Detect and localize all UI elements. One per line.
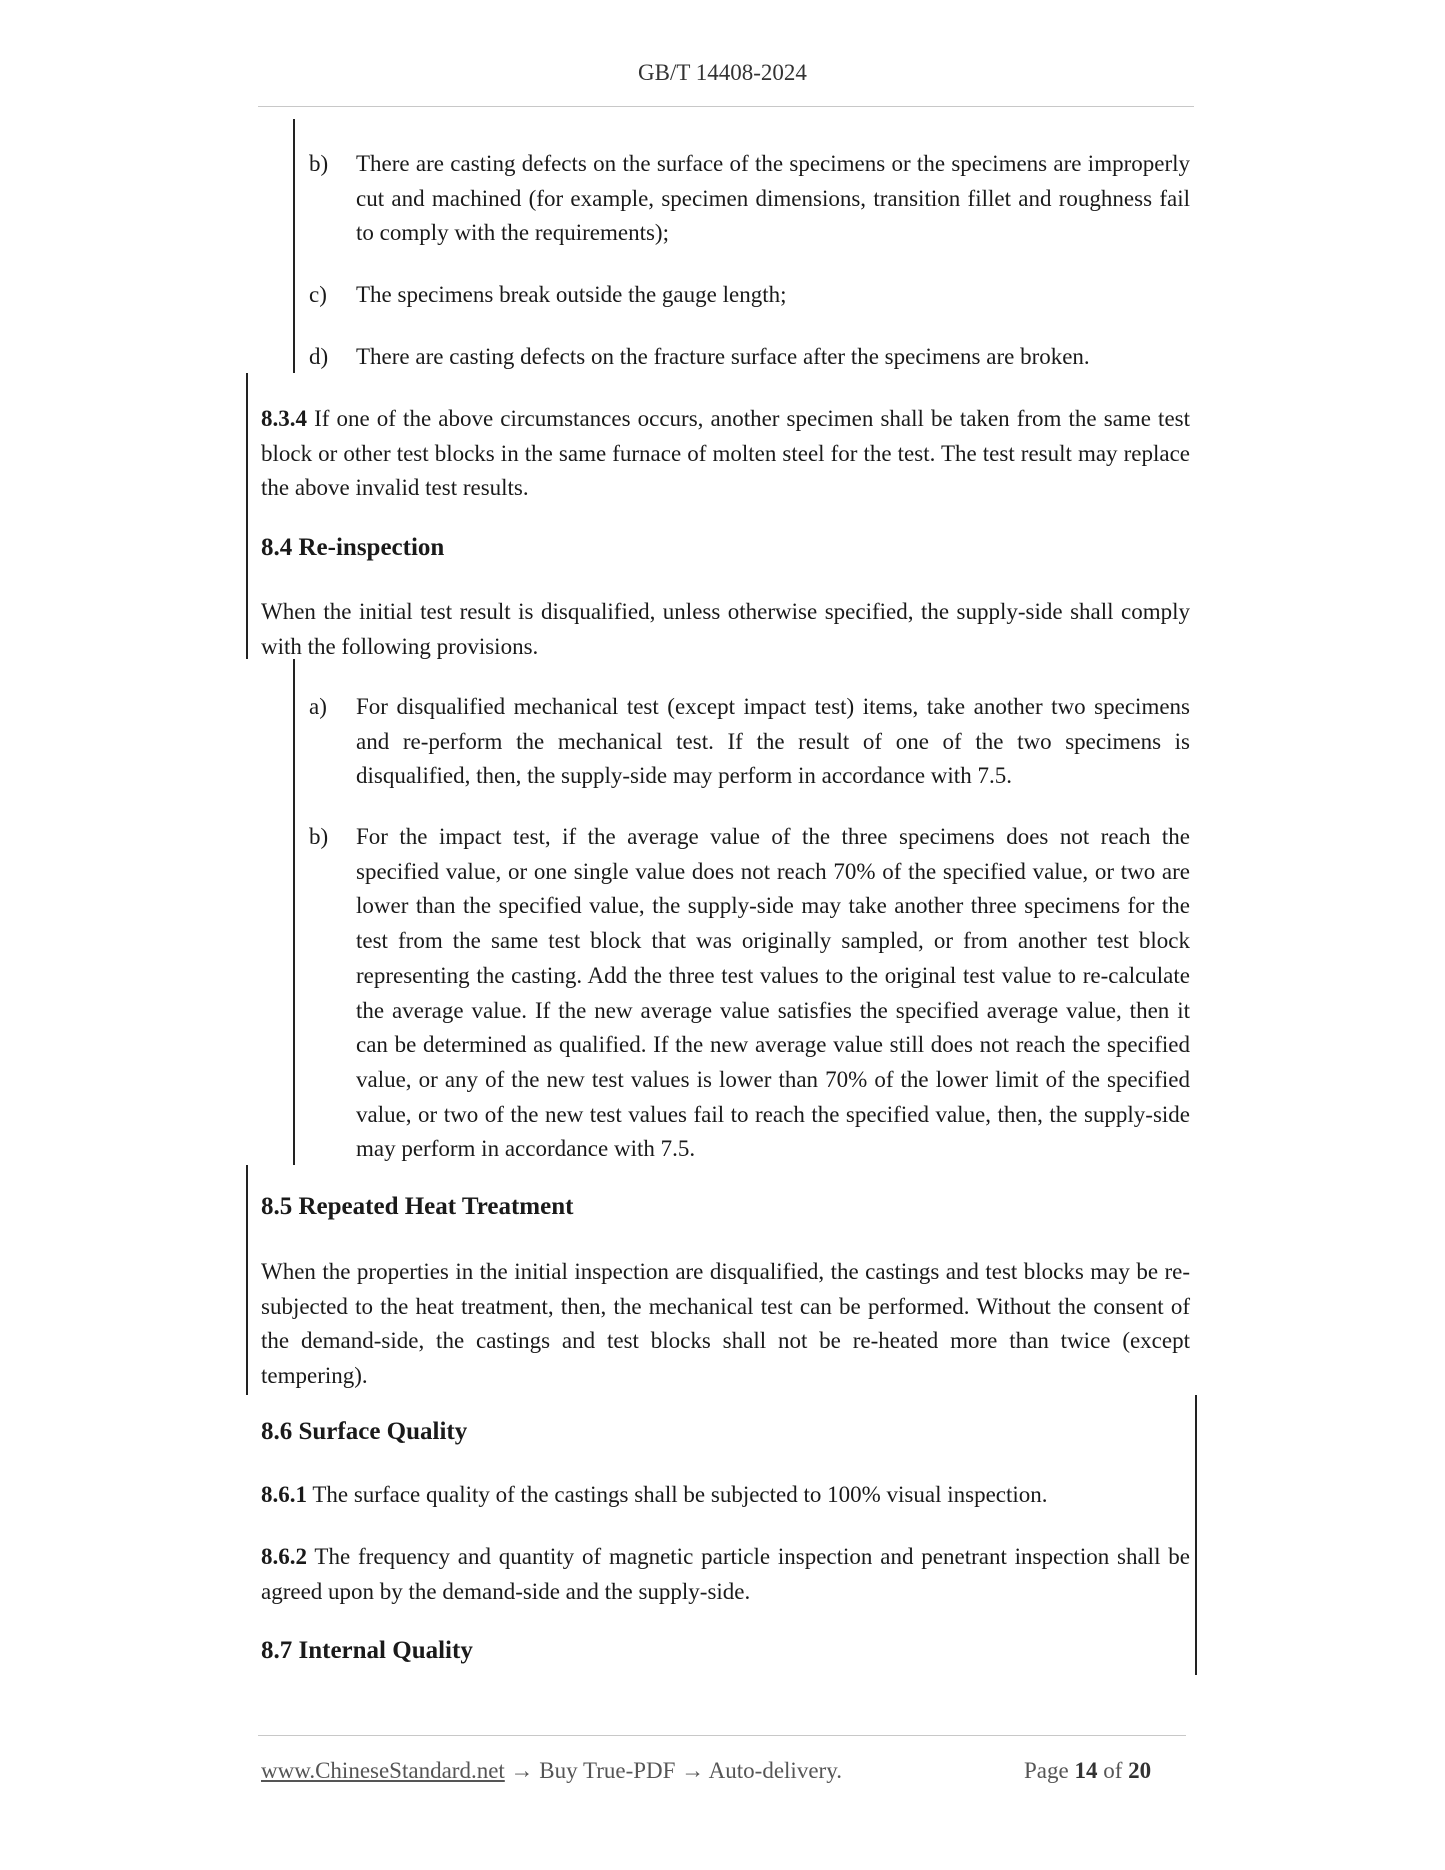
list-item-text: There are casting defects on the fracture surface after the specimens are broken. bbox=[356, 344, 1090, 369]
clause-text: If one of the above circumstances occurs, another specimen shall be taken from the same test block or other test blocks in the same furnace of molten steel for the test. The test result may replace the above invalid test results. bbox=[261, 406, 1190, 501]
section-8-5-text: When the properties in the initial inspection are disqualified, the castings and test blocks may be re-subjected to the heat treatment, then, the mechanical test can be performed. Without the consent of the demand-side, the castings and test blocks shall not be re-heated more than twice (except tempering). bbox=[261, 1259, 1190, 1389]
list-item-label: b) bbox=[309, 824, 329, 849]
website-link[interactable]: www.ChineseStandard.net bbox=[261, 1758, 505, 1783]
footer-rule bbox=[258, 1735, 1186, 1736]
clause-text: The surface quality of the castings shall be subjected to 100% visual inspection. bbox=[312, 1482, 1048, 1507]
arrow-icon: → bbox=[510, 1758, 534, 1783]
change-bar bbox=[1195, 1395, 1197, 1675]
section-heading-8-7: 8.7 Internal Quality bbox=[261, 1637, 473, 1664]
header-rule bbox=[258, 106, 1194, 107]
section-heading-8-5: 8.5 Repeated Heat Treatment bbox=[261, 1193, 574, 1220]
arrow-icon: → bbox=[681, 1758, 705, 1783]
clause-number: 8.3.4 bbox=[261, 406, 307, 431]
page-header: GB/T 14408-2024 bbox=[638, 60, 807, 85]
change-bar bbox=[293, 659, 295, 1165]
page-word: Page bbox=[1024, 1758, 1069, 1783]
buy-text: Buy True-PDF bbox=[539, 1758, 676, 1783]
section-8-4-intro: When the initial test result is disqualified, unless otherwise specified, the supply-side shall comply with the following provisions. bbox=[261, 599, 1190, 659]
list-item-label: c) bbox=[309, 282, 327, 307]
list-item-text: The specimens break outside the gauge length; bbox=[356, 282, 787, 307]
page-counter bbox=[1024, 1758, 1151, 1784]
clause-number: 8.6.2 bbox=[261, 1544, 307, 1569]
clause-8-3-4 bbox=[261, 402, 1190, 506]
footer-promo bbox=[261, 1758, 842, 1784]
change-bar bbox=[293, 119, 295, 373]
change-bar bbox=[246, 373, 248, 659]
clause-text: The frequency and quantity of magnetic particle inspection and penetrant inspection shall be agreed upon by the demand-side and the supply-side. bbox=[261, 1544, 1190, 1604]
section-heading-8-6: 8.6 Surface Quality bbox=[261, 1418, 468, 1445]
page-number: 14 bbox=[1074, 1758, 1098, 1783]
list-item-label: b) bbox=[309, 151, 329, 176]
section-heading-8-4: 8.4 Re-inspection bbox=[261, 534, 445, 561]
list-item-text: There are casting defects on the surface of the specimens or the specimens are improperly cut and machined (for example, specimen dimensions, transition fillet and roughness fail to comply with the requirements); bbox=[356, 151, 1190, 246]
list-item-text: For disqualified mechanical test (except impact test) items, take another two specimens and re-perform the mechanical test. If the result of one of the two specimens is disqualified, then, the supply-side may perform in accordance with 7.5. bbox=[356, 694, 1190, 789]
of-word: of bbox=[1103, 1758, 1123, 1783]
clause-8-6-2 bbox=[261, 1540, 1190, 1609]
list-item-label: d) bbox=[309, 344, 329, 369]
total-pages: 20 bbox=[1128, 1758, 1152, 1783]
change-bar bbox=[246, 1165, 248, 1395]
list-item-text: For the impact test, if the average value of the three specimens does not reach the specified value, or one single value does not reach 70% of the specified value, or two are lower than the specified value, the supply-side may take another three specimens for the test from the same test block that was originally sampled, or from another test block representing the casting. Add the three test values to the original test value to re-calculate the average value. If the new average value satisfies the specified average value, then it can be determined as qualified. If the new average value still does not reach the specified value, or any of the new test values is lower than 70% of the lower limit of the specified value, or two of the new test values fail to reach the specified value, then, the supply-side may perform in accordance with 7.5. bbox=[356, 824, 1190, 1162]
clause-8-6-1 bbox=[261, 1478, 1190, 1513]
clause-number: 8.6.1 bbox=[261, 1482, 307, 1507]
delivery-text: Auto-delivery. bbox=[708, 1758, 842, 1783]
list-item-label: a) bbox=[309, 694, 327, 719]
